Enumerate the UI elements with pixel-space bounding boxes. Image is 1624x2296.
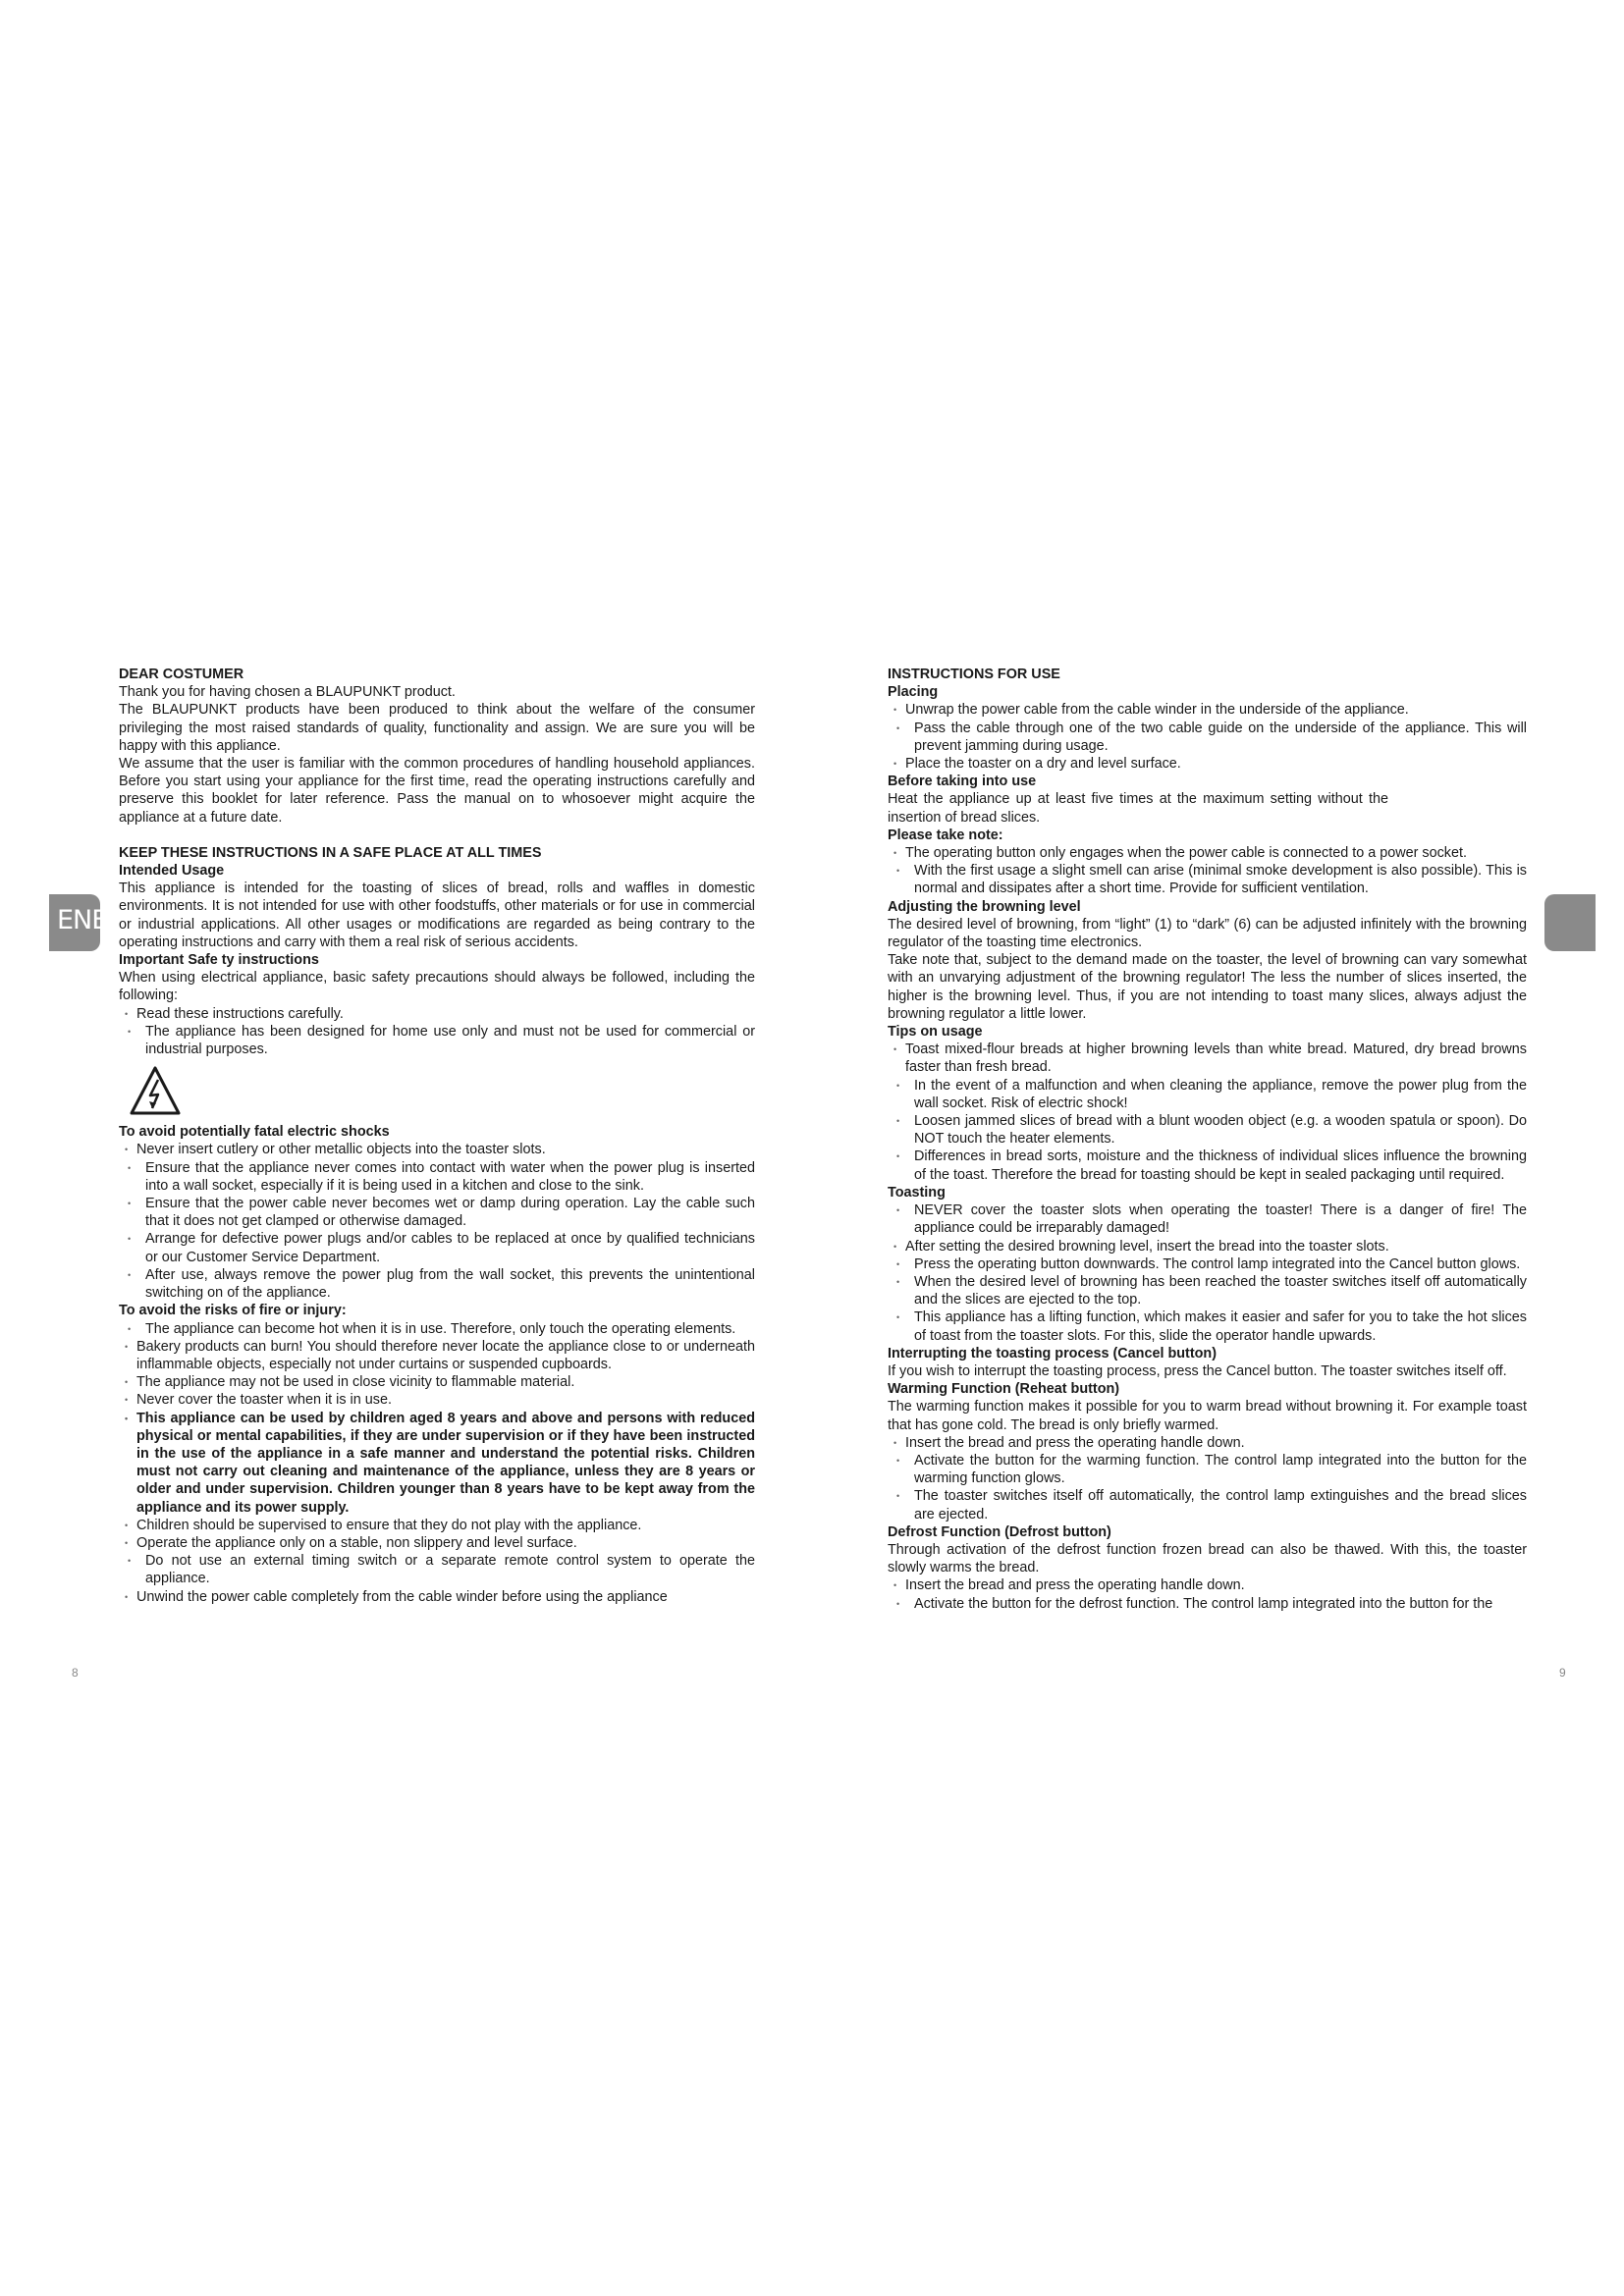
electric-shock-heading: To avoid potentially fatal electric shocks: [119, 1124, 390, 1141]
reheat-text: The warming function makes it possible for you to warm bread without browning it. For example toast that has gone cold. The bread is only briefly warmed.: [888, 1399, 1527, 1433]
toasting-list: [888, 1201, 1527, 1345]
cancel-button-heading: Interrupting the toasting process (Cancel button): [888, 1345, 1217, 1362]
list-item: • The operating button only engages when the power cable is connected to a power socket.: [888, 844, 1527, 862]
cancel-button-text: If you wish to interrupt the toasting process, press the Cancel button. The toaster switches itself off.: [888, 1362, 1507, 1379]
tips-list: [888, 1041, 1527, 1184]
reheat-heading: Warming Function (Reheat button): [888, 1381, 1120, 1398]
list-item: • Place the toaster on a dry and level surface.: [888, 755, 1527, 773]
list-item: • Pass the cable through one of the two cable guide on the underside of the appliance. This will prevent jamming during usage.: [888, 720, 1527, 755]
list-item: • Insert the bread and press the operating handle down.: [888, 1576, 1527, 1594]
keep-instructions-heading: KEEP THESE INSTRUCTIONS IN A SAFE PLACE AT ALL TIMES: [119, 844, 542, 861]
please-note-list: [888, 844, 1527, 898]
list-item: • With the first usage a slight smell can arise (minimal smoke development is also possible). This is normal and dissipates after a short time. Provide for sufficient ventilation.: [888, 862, 1527, 897]
list-item: • Do not use an external timing switch or a separate remote control system to operate the appliance.: [119, 1552, 755, 1587]
list-item: • NEVER cover the toaster slots when operating the toaster! There is a danger of fire! The appliance could be irreparably damaged!: [888, 1201, 1527, 1237]
safety-list: [119, 1005, 755, 1059]
before-use-heading: Before taking into use: [888, 774, 1037, 790]
fire-injury-list: [119, 1320, 755, 1606]
list-item: • The toaster switches itself off automatically, the control lamp extinguishes and the bread slices are ejected.: [888, 1487, 1527, 1522]
list-item: • Operate the appliance only on a stable, non slippery and level surface.: [119, 1534, 755, 1552]
before-use-text: Heat the appliance up at least five times at the maximum setting without the insertion of bread slices.: [888, 791, 1388, 826]
fire-injury-heading: To avoid the risks of fire or injury:: [119, 1303, 347, 1319]
electric-shock-warning-icon: [129, 1064, 182, 1117]
list-item: • Activate the button for the warming function. The control lamp integrated into the button for the warming function glows.: [888, 1452, 1527, 1487]
placing-heading: Placing: [888, 684, 939, 701]
right-page-column: [888, 666, 1527, 1613]
list-item: • Never cover the toaster when it is in use.: [119, 1391, 755, 1409]
language-tab-right: [1544, 894, 1596, 951]
defrost-list: [888, 1576, 1527, 1612]
list-item: • Bakery products can burn! You should therefore never locate the appliance close to or underneath inflammable objects, especially not under curtains or suspended cupboards.: [119, 1338, 755, 1373]
list-item: • The appliance may not be used in close vicinity to flammable material.: [119, 1373, 755, 1391]
list-item: • Never insert cutlery or other metallic objects into the toaster slots.: [119, 1141, 755, 1158]
list-item: • Ensure that the appliance never comes into contact with water when the power plug is inserted into a wall socket, especially if it is being used in a kitchen and close to the sink.: [119, 1159, 755, 1195]
list-item: • Loosen jammed slices of bread with a blunt wooden object (e.g. a wooden spatula or spoon). Do NOT touch the heater elements.: [888, 1112, 1527, 1148]
page-number-right: 9: [1559, 1666, 1566, 1680]
safety-instructions-text: When using electrical appliance, basic safety precautions should always be followed, including the following:: [119, 970, 755, 1004]
list-item: • This appliance can be used by children aged 8 years and above and persons with reduced physical or mental capabilities, if they are under supervision or if they have been instructed in the use of the appliance in a safe manner and understand the potential risks. Children must not carry out cleaning and maintenance of the appliance, unless they are 8 years or older and under supervision. Children younger than 8 years have to be kept away from the appliance and its power supply.: [119, 1410, 755, 1517]
left-page-column: [119, 666, 755, 1606]
list-item: • After use, always remove the power plug from the wall socket, this prevents the unintentional switching on of the appliance.: [119, 1266, 755, 1302]
list-item: • This appliance has a lifting function, which makes it easier and safer for you to take the hot slices of toast from the toaster slots. For this, slide the operator handle upwards.: [888, 1308, 1527, 1344]
please-note-heading: Please take note:: [888, 827, 1003, 843]
placing-list: [888, 701, 1527, 773]
list-item: • Children should be supervised to ensure that they do not play with the appliance.: [119, 1517, 755, 1534]
list-item: • Ensure that the power cable never becomes wet or damp during operation. Lay the cable such that it does not get clamped or otherwise damaged.: [119, 1195, 755, 1230]
electric-shock-list: [119, 1141, 755, 1302]
dear-paragraph-2: The BLAUPUNKT products have been produced to think about the welfare of the consumer privileging the most raised standards of quality, functionality and assign. We are sure you will be happy with this appliance.: [119, 702, 755, 754]
browning-paragraph-2: Take note that, subject to the demand made on the toaster, the level of browning can vary somewhat with an unvarying adjustment of the browning regulator! The less the number of slices inserted, the higher is the browning level. Thus, if you are not intending to toast many slices, always adjust the browning regulator a little lower.: [888, 952, 1527, 1022]
list-item: • Toast mixed-flour breads at higher browning levels than white bread. Matured, dry bread browns faster than fresh bread.: [888, 1041, 1527, 1076]
defrost-heading: Defrost Function (Defrost button): [888, 1523, 1111, 1540]
intended-usage-heading: Intended Usage: [119, 863, 225, 880]
intended-usage-text: This appliance is intended for the toasting of slices of bread, rolls and waffles in domestic environments. It is not intended for use with other foodstuffs, other materials or for use in commercial or industrial applications. All other usages or modifications are regarded as being contrary to the operating instructions and carry with them a real risk of serious accidents.: [119, 881, 755, 950]
defrost-text: Through activation of the defrost function frozen bread can also be thawed. With this, the toaster slowly warms the bread.: [888, 1541, 1527, 1576]
dear-paragraph-3: We assume that the user is familiar with the common procedures of handling household appliances. Before you start using your appliance for the first time, read the operating instructions carefully and preserve this booklet for later reference. Pass the manual on to whosoever might acquire the appliance at a future date.: [119, 756, 755, 826]
list-item: • Activate the button for the defrost function. The control lamp integrated into the button for the: [888, 1595, 1527, 1613]
list-item: • In the event of a malfunction and when cleaning the appliance, remove the power plug from the wall socket. Risk of electric shock!: [888, 1077, 1527, 1112]
list-item: • Unwrap the power cable from the cable winder in the underside of the appliance.: [888, 701, 1527, 719]
list-item: • Insert the bread and press the operating handle down.: [888, 1434, 1527, 1452]
instructions-for-use-heading: INSTRUCTIONS FOR USE: [888, 667, 1060, 682]
list-item: • Read these instructions carefully.: [119, 1005, 755, 1023]
browning-paragraph-1: The desired level of browning, from “light” (1) to “dark” (6) can be adjusted infinitely with the browning regulator of the toasting time electronics.: [888, 916, 1527, 951]
safety-instructions-heading: Important Safe ty instructions: [119, 952, 319, 969]
list-item: • The appliance has been designed for home use only and must not be used for commercial or industrial purposes.: [119, 1023, 755, 1058]
tips-heading: Tips on usage: [888, 1024, 983, 1041]
dear-customer-heading: DEAR COSTUMER: [119, 667, 244, 682]
list-item: • The appliance can become hot when it is in use. Therefore, only touch the operating elements.: [119, 1320, 755, 1338]
browning-level-heading: Adjusting the browning level: [888, 898, 1081, 915]
dear-paragraph-1: Thank you for having chosen a BLAUPUNKT product.: [119, 684, 456, 701]
list-item: • After setting the desired browning level, insert the bread into the toaster slots.: [888, 1238, 1527, 1255]
list-item: • Arrange for defective power plugs and/or cables to be replaced at once by qualified technicians or our Customer Service Department.: [119, 1230, 755, 1265]
list-item: • When the desired level of browning has been reached the toaster switches itself off automatically and the slices are ejected to the top.: [888, 1273, 1527, 1308]
toasting-heading: Toasting: [888, 1184, 946, 1201]
list-item: • Unwind the power cable completely from the cable winder before using the appliance: [119, 1588, 755, 1606]
page-number-left: 8: [72, 1666, 79, 1680]
language-tab-label: ENE: [57, 905, 108, 935]
list-item: • Differences in bread sorts, moisture and the thickness of individual slices influence the browning of the toast. Therefore the bread for toasting should be kept in sealed packaging until required.: [888, 1148, 1527, 1183]
list-item: • Press the operating button downwards. The control lamp integrated into the Cancel button glows.: [888, 1255, 1527, 1273]
reheat-list: [888, 1434, 1527, 1523]
